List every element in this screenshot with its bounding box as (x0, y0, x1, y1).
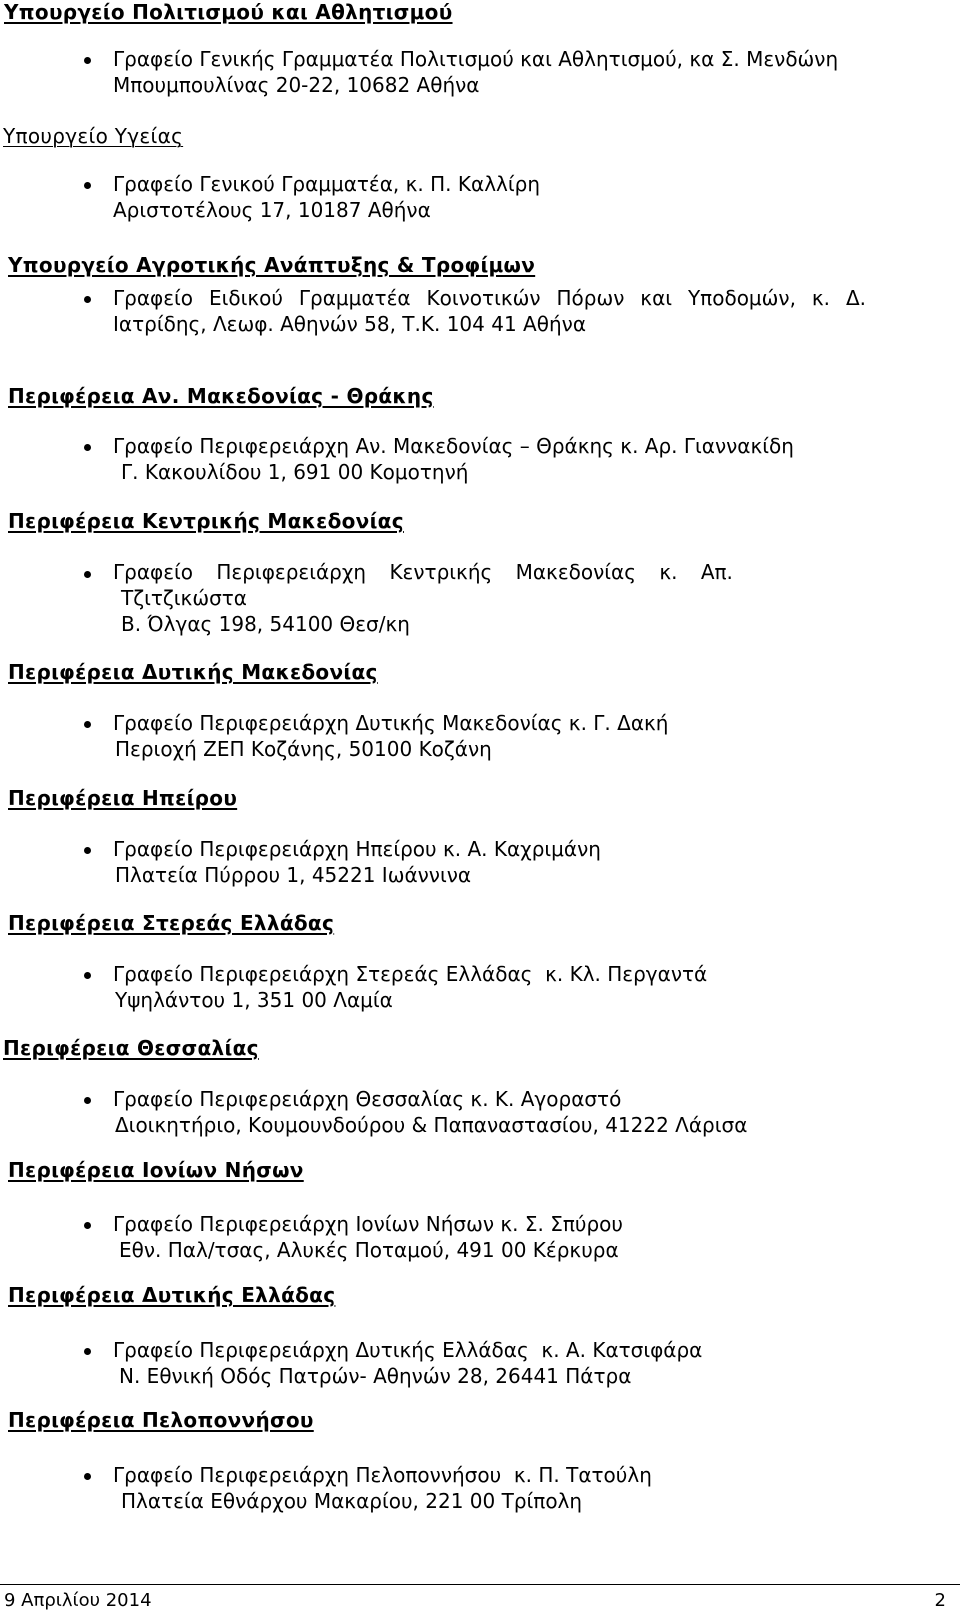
office-line: Γραφείο Περιφερειάρχη Πελοποννήσου κ. Π. Τατούλη (113, 1463, 652, 1487)
office-line: Γραφείο Περιφερειάρχη Αν. Μακεδονίας – Θράκης κ. Αρ. Γιαννακίδη (113, 434, 794, 458)
bullet-icon (84, 444, 91, 451)
bullet-icon (84, 1348, 91, 1355)
bullet-icon (84, 847, 91, 854)
address-line: Διοικητήριο, Κουμουνδούρου & Παπαναστασίου, 41222 Λάρισα (115, 1113, 748, 1137)
bullet-icon (84, 57, 91, 64)
office-line-word: Υποδομών, (687, 286, 796, 310)
address-line: Γ. Κακουλίδου 1, 691 00 Κομοτηνή (121, 460, 469, 484)
address-line: Περιοχή ΖΕΠ Κοζάνης, 50100 Κοζάνη (115, 737, 492, 761)
office-line: Γραφείο Γενικής Γραμματέα Πολιτισμού και Αθλητισμού, κα Σ. Μενδώνη (113, 47, 839, 71)
footer-divider (0, 1584, 960, 1585)
footer-date: 9 Απριλίου 2014 (4, 1590, 152, 1611)
office-line: Γραφείο Περιφερειάρχη Ιονίων Νήσων κ. Σ. Σπύρου (113, 1212, 623, 1236)
section-heading: Περιφέρεια Ιονίων Νήσων (8, 1158, 304, 1182)
bullet-icon (84, 1473, 91, 1480)
section-heading: Περιφέρεια Αν. Μακεδονίας - Θράκης (8, 384, 434, 408)
address-line: Πλατεία Εθνάρχου Μακαρίου, 221 00 Τρίπολη (121, 1489, 583, 1513)
office-line-word: κ. (811, 286, 831, 310)
address-line: Ν. Εθνική Οδός Πατρών- Αθηνών 28, 26441 Πάτρα (119, 1364, 632, 1388)
bullet-icon (84, 1222, 91, 1229)
section-heading: Περιφέρεια Ηπείρου (8, 786, 238, 810)
office-line-word: Πόρων (556, 286, 625, 310)
bullet-icon (84, 296, 91, 303)
section-heading: Περιφέρεια Θεσσαλίας (3, 1036, 259, 1060)
section-heading: Υπουργείο Πολιτισμού και Αθλητισμού (4, 0, 453, 24)
address-line: Ιατρίδης, Λεωφ. Αθηνών 58, Τ.Κ. 104 41 Αθήνα (113, 312, 586, 336)
address-line: Μπουμπουλίνας 20-22, 10682 Αθήνα (113, 73, 480, 97)
bullet-icon (84, 571, 91, 578)
office-line: Γραφείο Περιφερειάρχη Κεντρικής Μακεδονίας κ. Απ. (113, 560, 733, 584)
office-line-word: Γραφείο (113, 286, 194, 310)
office-line-word: Κοινοτικών (426, 286, 541, 310)
office-line: Γραφείο Περιφερειάρχη Θεσσαλίας κ. Κ. Αγοραστό (113, 1087, 622, 1111)
page-number: 2 (934, 1590, 946, 1611)
office-line: Γραφείο Περιφερειάρχη Δυτικής Ελλάδας κ. Α. Κατσιφάρα (113, 1338, 703, 1362)
bullet-icon (84, 1097, 91, 1104)
address-line: Β. Όλγας 198, 54100 Θεσ/κη (121, 612, 410, 636)
office-line-word: και (640, 286, 673, 310)
address-line: Πλατεία Πύρρου 1, 45221 Ιωάννινα (115, 863, 472, 887)
office-line-word: Δ. (845, 286, 866, 310)
section-heading: Περιφέρεια Κεντρικής Μακεδονίας (8, 509, 404, 533)
address-line: Υψηλάντου 1, 351 00 Λαμία (115, 988, 393, 1012)
office-line-word: Γραμματέα (298, 286, 411, 310)
office-line: Γραφείο Περιφερειάρχη Στερεάς Ελλάδας κ. Κλ. Περγαντά (113, 962, 708, 986)
address-line: Αριστοτέλους 17, 10187 Αθήνα (113, 198, 431, 222)
section-heading: Περιφέρεια Δυτικής Ελλάδας (8, 1283, 336, 1307)
section-heading: Περιφέρεια Στερεάς Ελλάδας (8, 911, 335, 935)
bullet-icon (84, 182, 91, 189)
office-line: Γραφείο Περιφερειάρχη Ηπείρου κ. Α. Καχριμάνη (113, 837, 601, 861)
section-heading: Περιφέρεια Πελοποννήσου (8, 1408, 314, 1432)
office-line: Γραφείο Γενικού Γραμματέα, κ. Π. Καλλίρη (113, 172, 541, 196)
office-line: Γραφείο Περιφερειάρχη Δυτικής Μακεδονίας κ. Γ. Δακή (113, 711, 669, 735)
bullet-icon (84, 972, 91, 979)
section-heading: Υπουργείο Αγροτικής Ανάπτυξης & Τροφίμων (8, 253, 536, 277)
office-line-continued: Τζιτζικώστα (121, 586, 247, 610)
address-line: Εθν. Παλ/τσας, Αλυκές Ποταμού, 491 00 Κέρκυρα (119, 1238, 619, 1262)
bullet-icon (84, 721, 91, 728)
section-heading: Περιφέρεια Δυτικής Μακεδονίας (8, 660, 378, 684)
office-line-word: Ειδικού (208, 286, 283, 310)
office-line (113, 285, 866, 311)
section-heading: Υπουργείο Υγείας (3, 124, 184, 148)
